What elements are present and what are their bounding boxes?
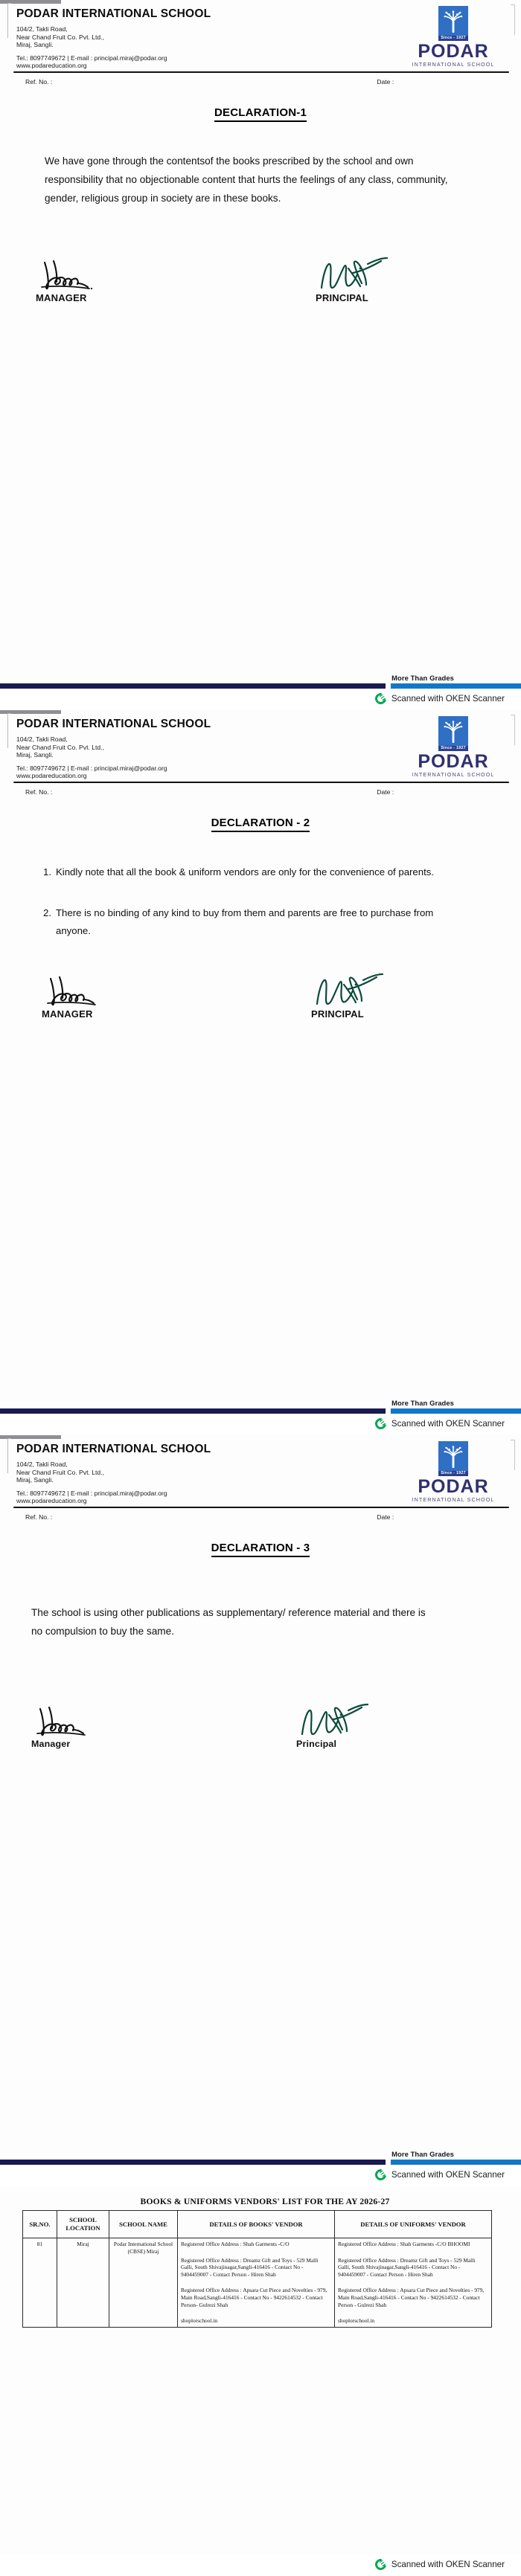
sheet-footer xyxy=(0,2554,521,2576)
letterhead xyxy=(0,0,521,70)
declaration-1-body: We have gone through the contentsof the books prescribed by the school and own responsibility that no objectionable content that hurts the feelings of any class, community, gender, religious group in society are in these books. xyxy=(45,155,448,204)
brand-color-bars xyxy=(0,1408,521,1414)
logo-wordmark: PODAR xyxy=(418,41,489,62)
header-sr-no: SR.NO. xyxy=(23,2211,57,2238)
declaration-3-signature-row xyxy=(0,1700,521,1771)
school-name: PODAR INTERNATIONAL SCHOOL xyxy=(16,1443,211,1455)
principal-signature-image xyxy=(296,1700,393,1742)
brand-bar-light xyxy=(391,683,521,689)
brand-bar-dark xyxy=(0,2160,386,2165)
scanner-watermark xyxy=(0,2165,521,2186)
manager-signature-image xyxy=(42,970,131,1011)
date-label: Date : xyxy=(377,77,394,86)
logo-sub-wordmark: INTERNATIONAL SCHOOL xyxy=(412,771,495,778)
contact-block xyxy=(16,764,336,780)
brand-bar-light xyxy=(391,2160,521,2165)
address-line-1: 104/2, Takli Road, xyxy=(16,25,68,33)
sheet-footer xyxy=(0,1399,521,1435)
scanner-watermark-text: Scanned with OKEN Scanner xyxy=(391,694,505,703)
declaration-2-signature-row xyxy=(0,970,521,1041)
uniforms-vendor-line-2: Registered Office Address : Dreamz Gift and Toys - 529 Malli Galli, South Shivajinagar,Sangli-416416 - Contact No - 9404459007 - Contact Person - Hiren Shah xyxy=(338,2256,476,2278)
declaration-1-sheet xyxy=(0,0,521,710)
address-line-1: 104/2, Takli Road, xyxy=(16,735,68,743)
manager-signature-block xyxy=(36,254,125,303)
logo-sub-wordmark: INTERNATIONAL SCHOOL xyxy=(412,61,495,68)
manager-label: MANAGER xyxy=(42,1008,93,1020)
books-vendor-line-2: Registered Office Address : Dreamz Gift and Toys - 529 Malli Galli, South Shivajinagar,Sangli-416416 - Contact No - 9404459007 - Contact Person - Hiren Shah xyxy=(181,2256,319,2278)
oken-scanner-icon xyxy=(373,2167,389,2183)
uniforms-vendor-website[interactable]: shoplorschool.in xyxy=(338,2317,375,2325)
tagline: More Than Grades xyxy=(391,2150,454,2158)
manager-label: MANAGER xyxy=(36,292,87,303)
logo-wordmark: PODAR xyxy=(418,1476,489,1497)
tagline: More Than Grades xyxy=(391,674,454,682)
letterhead xyxy=(0,1435,521,1505)
logo-sub-wordmark: INTERNATIONAL SCHOOL xyxy=(412,1496,495,1503)
blank-area xyxy=(0,1771,521,1883)
list-item-number: 1. xyxy=(43,866,51,878)
list-item-text: There is no binding of any kind to buy from them and parents are free to purchase from anyone. xyxy=(56,907,434,936)
oken-scanner-icon xyxy=(373,1416,389,1432)
vendor-list-sheet xyxy=(0,2186,521,2576)
logo-wordmark: PODAR xyxy=(418,751,489,772)
contact-block xyxy=(16,54,336,70)
brand-color-bars xyxy=(0,2160,521,2165)
declaration-1-title: DECLARATION-1 xyxy=(0,106,521,119)
books-vendor-line-1: Registered Office Address : Shah Garments -C/O xyxy=(181,2241,290,2247)
cell-uniforms-vendor xyxy=(335,2238,492,2328)
principal-signature-image xyxy=(316,254,412,295)
address-line-3: Miraj, Sangli. xyxy=(16,751,54,759)
contact-block xyxy=(16,1490,336,1505)
scanner-watermark xyxy=(0,689,521,710)
address-line-3: Miraj, Sangli. xyxy=(16,41,54,49)
ref-date-row xyxy=(0,783,521,796)
cell-school-name: Podar International School (CBSE) Miraj xyxy=(109,2238,178,2328)
website-line: www.podareducation.org xyxy=(16,1497,87,1505)
scanner-watermark-text: Scanned with OKEN Scanner xyxy=(391,1419,505,1429)
cell-school-location: Miraj xyxy=(57,2238,109,2328)
principal-signature-block xyxy=(296,1700,393,1749)
sheet-footer xyxy=(0,2150,521,2186)
principal-label: PRINCIPAL xyxy=(316,292,368,303)
brand-bar-dark xyxy=(0,683,386,689)
uniforms-vendor-line-3: Registered Office Address : Apsara Cut Piece and Novelties - 979, Main Road,Sangli-416416 - Contact No - 9422614532 - Contact Person - Gulrezi Shah xyxy=(338,2287,485,2308)
declaration-3-sheet xyxy=(0,1435,521,2186)
podar-logo xyxy=(402,716,505,778)
principal-signature-block xyxy=(311,970,408,1020)
logo-since-badge: Since - 1927 xyxy=(438,746,468,751)
books-vendor-website[interactable]: shoplorschool.in xyxy=(181,2317,218,2325)
header-school-name: SCHOOL NAME xyxy=(109,2211,178,2238)
blank-area xyxy=(0,1041,521,1153)
table-header-row xyxy=(23,2211,492,2238)
letterhead-text-block xyxy=(16,1443,336,1505)
books-vendor-line-3: Registered Office Address : Apsara Cut Piece and Novelties - 979, Main Road,Sangli-416416 - Contact No - 9422614532 - Contact Person- Gulrezi Shah xyxy=(181,2287,327,2308)
address-line-3: Miraj, Sangli. xyxy=(16,1476,54,1484)
declaration-2-list xyxy=(0,863,521,940)
school-name: PODAR INTERNATIONAL SCHOOL xyxy=(16,718,211,730)
table-row xyxy=(23,2238,492,2328)
header-school-location: SCHOOL LOCATION xyxy=(57,2211,109,2238)
date-label: Date : xyxy=(377,1513,394,1521)
manager-signature-block xyxy=(42,970,131,1020)
website-line: www.podareducation.org xyxy=(16,772,87,780)
cell-books-vendor xyxy=(178,2238,335,2328)
date-label: Date : xyxy=(377,788,394,796)
scanner-watermark-text: Scanned with OKEN Scanner xyxy=(391,2170,505,2180)
list-item-number: 2. xyxy=(43,907,51,918)
letterhead-text-block xyxy=(16,7,336,70)
scanner-watermark xyxy=(0,1414,521,1435)
podar-logo xyxy=(402,6,505,68)
header-books-vendor: DETAILS OF BOOKS' VENDOR xyxy=(178,2211,335,2238)
telephone-email-line: Tel.: 8097749672 | E-mail : principal.miraj@podar.org xyxy=(16,764,167,772)
ref-no-label: Ref. No. : xyxy=(25,1513,53,1521)
list-item xyxy=(43,863,447,881)
school-name: PODAR INTERNATIONAL SCHOOL xyxy=(16,7,211,20)
ref-date-row xyxy=(0,73,521,86)
vendor-table-wrap xyxy=(0,2186,521,2328)
vendors-table xyxy=(22,2210,492,2328)
letterhead xyxy=(0,710,521,780)
scanner-watermark-text: Scanned with OKEN Scanner xyxy=(391,2560,505,2569)
blank-area xyxy=(0,1883,521,1954)
blank-area xyxy=(0,325,521,437)
declaration-3-body: The school is using other publications as supplementary/ reference material and there is no compulsion to buy the same. xyxy=(31,1606,426,1637)
list-item xyxy=(43,904,447,940)
oken-scanner-icon xyxy=(373,691,389,706)
telephone-email-line: Tel.: 8097749672 | E-mail : principal.miraj@podar.org xyxy=(16,1489,167,1497)
declaration-1-signature-row xyxy=(0,254,521,325)
uniforms-vendor-line-1: Registered Office Address : Shah Garments -C/O BHOOMI xyxy=(338,2241,470,2247)
letterhead-text-block xyxy=(16,718,336,780)
website-line: www.podareducation.org xyxy=(16,62,87,70)
brand-bar-dark xyxy=(0,1408,386,1414)
podar-logo xyxy=(402,1441,505,1503)
address-line-2: Near Chand Fruit Co. Pvt. Ltd., xyxy=(16,743,104,751)
logo-since-badge: Since - 1927 xyxy=(438,1471,468,1476)
principal-signature-block xyxy=(316,254,412,303)
scanner-watermark xyxy=(0,2554,521,2576)
sheet-footer xyxy=(0,674,521,710)
manager-signature-image xyxy=(36,254,125,295)
cell-sr-no: 81 xyxy=(23,2238,57,2328)
tree-emblem-icon xyxy=(438,716,468,746)
logo-since-badge: Since - 1927 xyxy=(438,36,468,41)
principal-signature-image xyxy=(311,970,408,1011)
declaration-2-sheet xyxy=(0,710,521,1435)
list-item-text: Kindly note that all the book & uniform vendors are only for the convenience of parents. xyxy=(56,866,435,878)
address-line-1: 104/2, Takli Road, xyxy=(16,1461,68,1468)
telephone-email-line: Tel.: 8097749672 | E-mail : principal.miraj@podar.org xyxy=(16,54,167,62)
header-uniforms-vendor: DETAILS OF UNIFORMS' VENDOR xyxy=(335,2211,492,2238)
tagline: More Than Grades xyxy=(391,1399,454,1407)
manager-signature-block xyxy=(31,1700,121,1749)
tree-emblem-icon xyxy=(438,1441,468,1471)
manager-label: Manager xyxy=(31,1738,71,1749)
address-line-2: Near Chand Fruit Co. Pvt. Ltd., xyxy=(16,33,104,41)
oken-scanner-icon xyxy=(373,2557,389,2572)
blank-area xyxy=(0,437,521,508)
principal-label: PRINCIPAL xyxy=(311,1008,364,1020)
ref-no-label: Ref. No. : xyxy=(25,788,53,796)
vendor-table-title: BOOKS & UNIFORMS VENDORS' LIST FOR THE AY 2026-27 xyxy=(140,2197,390,2206)
ref-date-row xyxy=(0,1508,521,1521)
manager-signature-image xyxy=(31,1700,121,1742)
declaration-3-title: DECLARATION - 3 xyxy=(0,1542,521,1554)
principal-label: Principal xyxy=(296,1738,337,1749)
declaration-2-title: DECLARATION - 2 xyxy=(0,817,521,829)
ref-no-label: Ref. No. : xyxy=(25,77,53,86)
address-line-2: Near Chand Fruit Co. Pvt. Ltd., xyxy=(16,1468,104,1476)
tree-emblem-icon xyxy=(438,6,468,36)
brand-bar-light xyxy=(391,1408,521,1414)
brand-color-bars xyxy=(0,683,521,689)
